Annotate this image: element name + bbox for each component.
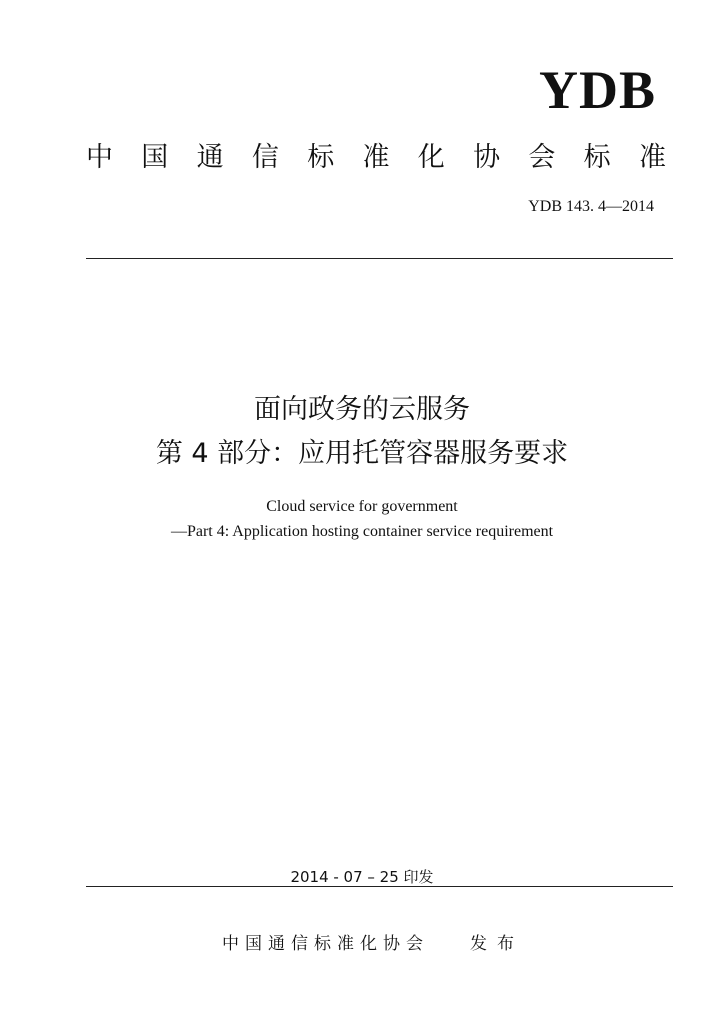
org-char: 会 <box>528 142 556 173</box>
title-en-line2: —Part 4: Application hosting container service requirement <box>170 523 554 540</box>
org-char: 化 <box>417 142 445 173</box>
ydb-logo: YDB <box>538 60 656 120</box>
org-char: 标 <box>307 142 335 173</box>
issue-date: 2014 - 07 – 25 印发 <box>290 868 434 886</box>
publisher: 中国通信标准化协会 <box>222 934 429 954</box>
bottom-divider <box>86 886 673 887</box>
title-en-line1: Cloud service for government <box>266 498 458 515</box>
org-char: 准 <box>362 142 390 173</box>
org-char: 准 <box>638 142 666 173</box>
org-char: 标 <box>583 142 611 173</box>
org-char: 协 <box>473 142 501 173</box>
org-char: 信 <box>251 142 279 173</box>
organization-standard-heading <box>86 140 666 176</box>
org-char: 国 <box>141 142 169 173</box>
org-char: 通 <box>196 142 224 173</box>
publish-label: 发布 <box>470 934 524 954</box>
org-char: 中 <box>86 142 113 173</box>
top-divider <box>86 258 673 259</box>
title-cn-line1: 面向政务的云服务 <box>254 394 470 425</box>
standard-number: YDB 143. 4—2014 <box>528 198 654 215</box>
title-cn-line2: 第 4 部分：应用托管容器服务要求 <box>155 438 569 469</box>
